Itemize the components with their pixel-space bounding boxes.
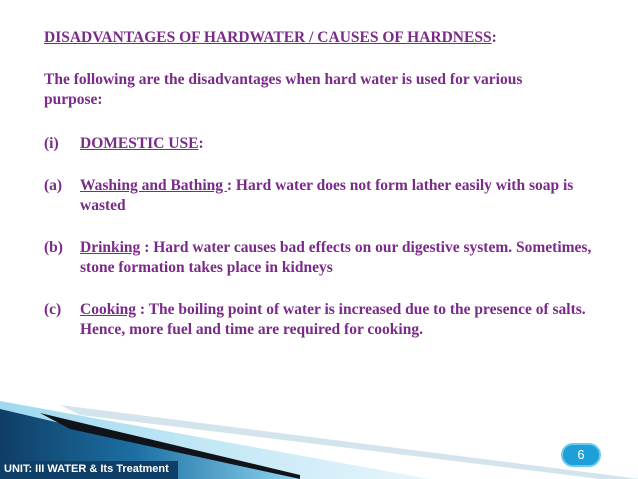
item-marker: (a) <box>44 177 63 194</box>
item-text: : The boiling point of water is increased due to the presence of salts. Hence, more fuel and time are required for cooking. <box>80 301 586 338</box>
heading-colon: : <box>491 29 497 46</box>
item-term: Drinking <box>80 239 141 256</box>
item-text: : <box>198 135 204 152</box>
item-term: Cooking <box>80 301 136 318</box>
heading-text: DISADVANTAGES OF HARDWATER / CAUSES OF HARDNESS <box>44 29 492 46</box>
item-body <box>80 176 600 216</box>
item-marker: (b) <box>44 239 63 256</box>
item-term: DOMESTIC USE <box>80 135 199 152</box>
item-body <box>80 300 600 340</box>
footer-unit-label: UNIT: III WATER & Its Treatment <box>4 463 169 475</box>
page-number-badge: 6 <box>561 443 601 467</box>
slide-heading <box>44 28 497 48</box>
item-text: : Hard water does not form lather easily with soap is wasted <box>80 177 574 214</box>
item-marker: (i) <box>44 135 59 152</box>
item-text: : Hard water causes bad effects on our digestive system. Sometimes, stone formation takes place in kidneys <box>80 239 592 276</box>
item-body <box>80 134 600 154</box>
intro-paragraph: The following are the disadvantages when hard water is used for various purpose: <box>44 71 523 108</box>
item-term: Washing and Bathing <box>80 177 227 194</box>
item-marker: (c) <box>44 301 62 318</box>
item-body <box>80 238 600 278</box>
